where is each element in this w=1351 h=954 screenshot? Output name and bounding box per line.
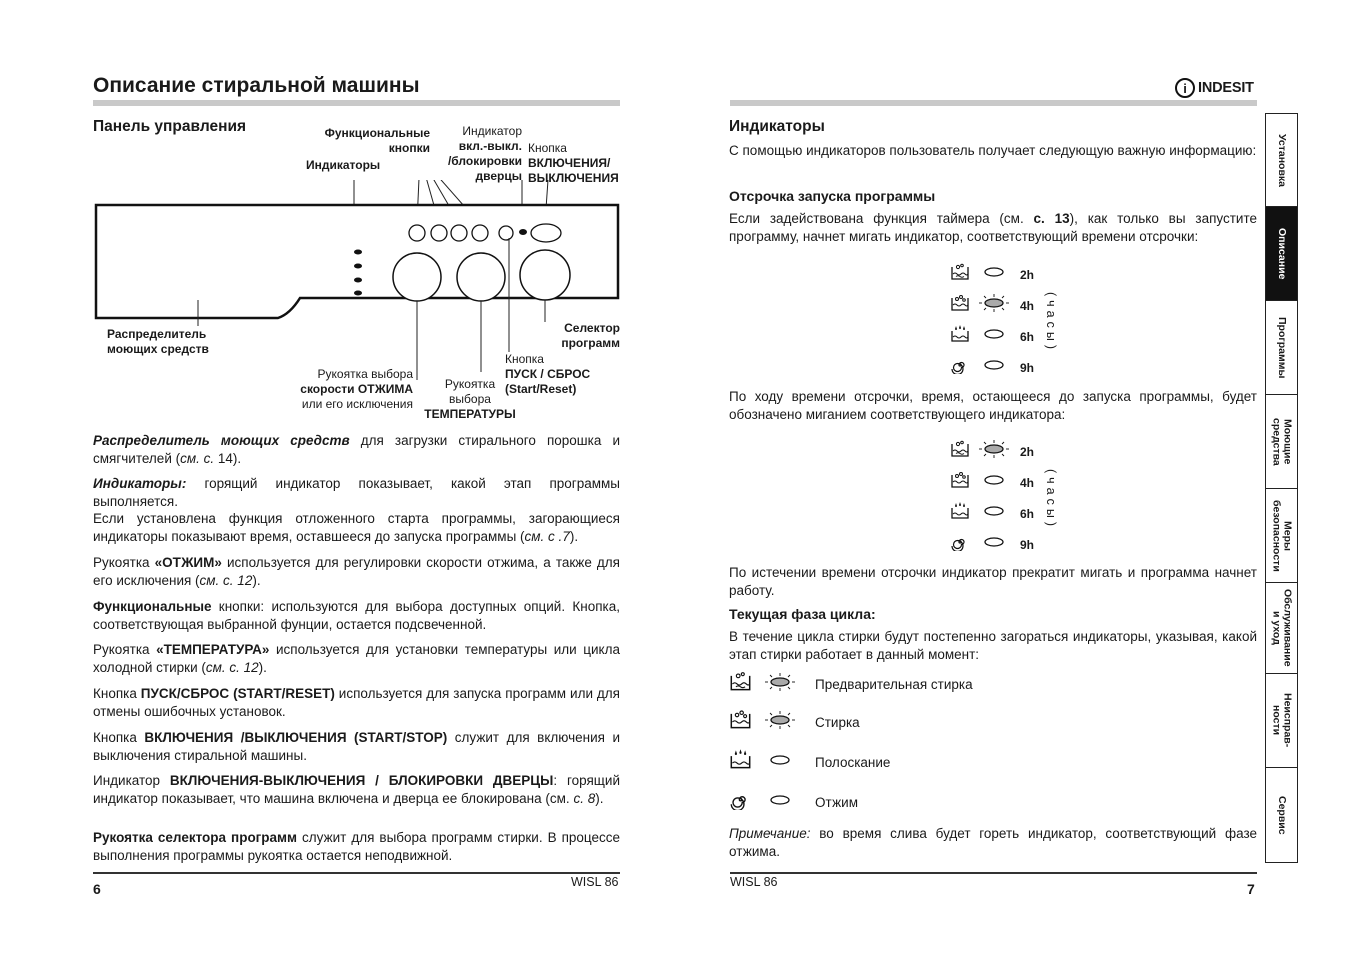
prewash-icon bbox=[729, 671, 752, 697]
indicator-lamp-icon bbox=[977, 262, 1011, 287]
label-indicators: Индикаторы bbox=[306, 158, 381, 172]
label-start-button: Кнопка ПУСК / СБРОС (Start/Reset) bbox=[505, 352, 591, 396]
label-temp-knob: Рукоятка выбора ТЕМПЕРАТУРЫ bbox=[424, 377, 516, 421]
spin-icon bbox=[729, 789, 752, 815]
page-number-left: 6 bbox=[93, 881, 101, 897]
phase-row bbox=[729, 750, 890, 775]
delay-row bbox=[950, 262, 1034, 287]
para-indicators: Индикаторы: горящий индикатор показывает, какой этап программы выполняется. Если установлена функция отложенного старта программы, загорающиеся индикаторы показывают время, оставшееся до запуска программы (см. с .7). bbox=[93, 476, 620, 544]
para-start: Кнопка ПУСК/СБРОС (START/RESET) используется для запуска программ или для отмены ошибочных установок. bbox=[93, 686, 620, 719]
phase-label: Стирка bbox=[815, 715, 860, 730]
tab-4[interactable]: Моющие средства bbox=[1266, 395, 1297, 489]
wash-icon bbox=[729, 709, 752, 735]
indicator-lamp-icon bbox=[763, 672, 797, 697]
label-dispenser: Распределитель моющих средств bbox=[107, 327, 209, 356]
delay-row bbox=[950, 532, 1034, 557]
phase-title: Текущая фаза цикла: bbox=[729, 606, 876, 622]
delay-level-label: 4h bbox=[1020, 475, 1035, 490]
indicator-lamp-icon bbox=[977, 470, 1011, 495]
tab-3[interactable]: Программы bbox=[1266, 301, 1297, 395]
logo-text: INDESIT bbox=[1198, 80, 1254, 96]
para-dispenser: Распределитель моющих средств для загрузки стирального порошка и смягчителей (см. с. 14). bbox=[93, 433, 620, 466]
indicator-lamp-icon bbox=[977, 293, 1011, 318]
indicator-lamp-icon bbox=[763, 710, 797, 735]
phases-list bbox=[729, 672, 1129, 822]
indicator-lamp-icon bbox=[763, 790, 797, 815]
para-temp: Рукоятка «ТЕМПЕРАТУРА» используется для установки температуры или цикла холодной стирки (см. с. 12). bbox=[93, 642, 620, 675]
spin-icon bbox=[950, 356, 970, 379]
delay-row bbox=[950, 293, 1034, 318]
indicator-lamp-icon bbox=[763, 750, 797, 775]
delay-level-label: 2h bbox=[1020, 267, 1035, 282]
indicator-lamp-icon bbox=[977, 439, 1011, 464]
wash-icon bbox=[950, 294, 970, 317]
page-number-right: 7 bbox=[1247, 881, 1255, 897]
spin-icon bbox=[950, 533, 970, 556]
indicator-lamp-icon bbox=[977, 324, 1011, 349]
delay-title: Отсрочка запуска программы bbox=[729, 188, 936, 204]
prewash-icon bbox=[950, 440, 970, 463]
delay-level-label: 6h bbox=[1020, 506, 1035, 521]
delay-level-label: 9h bbox=[1020, 360, 1035, 375]
para-onoff-button: Кнопка ВКЛЮЧЕНИЯ /ВЫКЛЮЧЕНИЯ (START/STOP) служит для включения и выключения стиральной машины. bbox=[93, 730, 620, 763]
delay-text: Если задействована функция таймера (см. с. 13), как только вы запустите программу, начнет мигать индикатор, соответствующий времени отсрочки: bbox=[729, 211, 1258, 244]
footer-rule bbox=[93, 872, 620, 874]
para-selector: Рукоятка селектора программ служит для выбора программ стирки. В процессе выполнения программы рукоятка остается неподвижной. bbox=[93, 830, 621, 863]
para-spin: Рукоятка «ОТЖИМ» используется для регулировки скорости отжима, а также для его исключения (см. с. 12). bbox=[93, 555, 620, 588]
phase-label: Предварительная стирка bbox=[815, 677, 973, 692]
para-func: Функциональные кнопки: используются для выбора доступных опций. Кнопка, соответствующая выбранной фунции, остается подсвеченной. bbox=[93, 599, 620, 632]
page-title: Описание стиральной машины bbox=[93, 74, 420, 97]
phase-label: Полоскание bbox=[815, 755, 891, 770]
tab-5[interactable]: Меры безопасности bbox=[1266, 489, 1297, 583]
tab-8[interactable]: Сервис bbox=[1276, 795, 1288, 835]
delay-level-label: 9h bbox=[1020, 537, 1035, 552]
phase-row bbox=[729, 672, 973, 697]
label-selector: Селектор программ bbox=[561, 321, 620, 350]
section-title-right: Индикаторы bbox=[729, 118, 825, 135]
indicator-lamp-icon bbox=[977, 532, 1011, 557]
label-spin-knob: Рукоятка выбора скорости ОТЖИМА или его исключения bbox=[300, 367, 413, 411]
mid-text: По ходу времени отсрочки, время, остающееся до запуска программы, будет обозначено миганием соответствующего индикатора: bbox=[729, 389, 1257, 422]
rinse-icon bbox=[950, 325, 970, 348]
phase-label: Отжим bbox=[815, 795, 858, 810]
model-right: WISL 86 bbox=[730, 875, 778, 889]
phase-text: В течение цикла стирки будут постепенно загораться индикаторы, указывая, какой этап стирки работает в данный момент: bbox=[729, 629, 1257, 662]
delay-row bbox=[950, 501, 1034, 526]
delay-row bbox=[950, 439, 1034, 464]
rinse-icon bbox=[729, 749, 752, 775]
section-tabs bbox=[1265, 113, 1298, 863]
indicator-lamp-icon bbox=[977, 355, 1011, 380]
delay-level-label: 2h bbox=[1020, 444, 1035, 459]
phase-row bbox=[729, 710, 860, 735]
phase-row bbox=[729, 790, 858, 815]
note: Примечание: во время слива будет гореть индикатор, соответствующий фазе отжима. bbox=[729, 826, 1257, 859]
label-func-buttons: Функциональные кнопки bbox=[324, 126, 430, 155]
logo-mark: i bbox=[1175, 78, 1195, 98]
end-text: По истечении времени отсрочки индикатор прекратит мигать и программа начнет работу. bbox=[729, 565, 1257, 598]
indicator-lamp-icon bbox=[977, 501, 1011, 526]
delay-row bbox=[950, 324, 1034, 349]
indesit-logo bbox=[1175, 78, 1254, 98]
tab-7[interactable]: Неисправ- ности bbox=[1266, 674, 1297, 768]
wash-icon bbox=[950, 471, 970, 494]
model-left: WISL 86 bbox=[571, 875, 619, 889]
prewash-icon bbox=[950, 263, 970, 286]
section-title: Панель управления bbox=[93, 118, 247, 135]
hours-unit-1: (часы) bbox=[1044, 292, 1058, 354]
delay-row bbox=[950, 470, 1034, 495]
header-rule-right bbox=[730, 100, 1257, 106]
label-onoff-button: Кнопка ВКЛЮЧЕНИЯ/ ВЫКЛЮЧЕНИЯ bbox=[528, 141, 619, 185]
delay-level-label: 4h bbox=[1020, 298, 1035, 313]
intro-text: С помощью индикаторов пользователь получает следующую важную информацию: bbox=[729, 143, 1257, 158]
label-onoff-indicator: Индикатор вкл.-выкл. /блокировки дверцы bbox=[447, 124, 522, 183]
footer-rule-right bbox=[730, 872, 1257, 874]
delay-level-label: 6h bbox=[1020, 329, 1035, 344]
rinse-icon bbox=[950, 502, 970, 525]
delay-row bbox=[950, 355, 1034, 380]
tab-1[interactable]: Установка bbox=[1266, 114, 1297, 207]
para-onoff-indicator: Индикатор ВКЛЮЧЕНИЯ-ВЫКЛЮЧЕНИЯ / БЛОКИРОВКИ ДВЕРЦЫ: горящий индикатор показывает, что машина включена и дверца ее блокирована (см. с. 8). bbox=[93, 773, 620, 806]
header-rule bbox=[93, 100, 620, 106]
tab-2[interactable]: Описание bbox=[1266, 207, 1297, 301]
hours-unit-2: (часы) bbox=[1044, 469, 1058, 531]
tab-6[interactable]: Обслуживание и уход bbox=[1266, 583, 1297, 674]
